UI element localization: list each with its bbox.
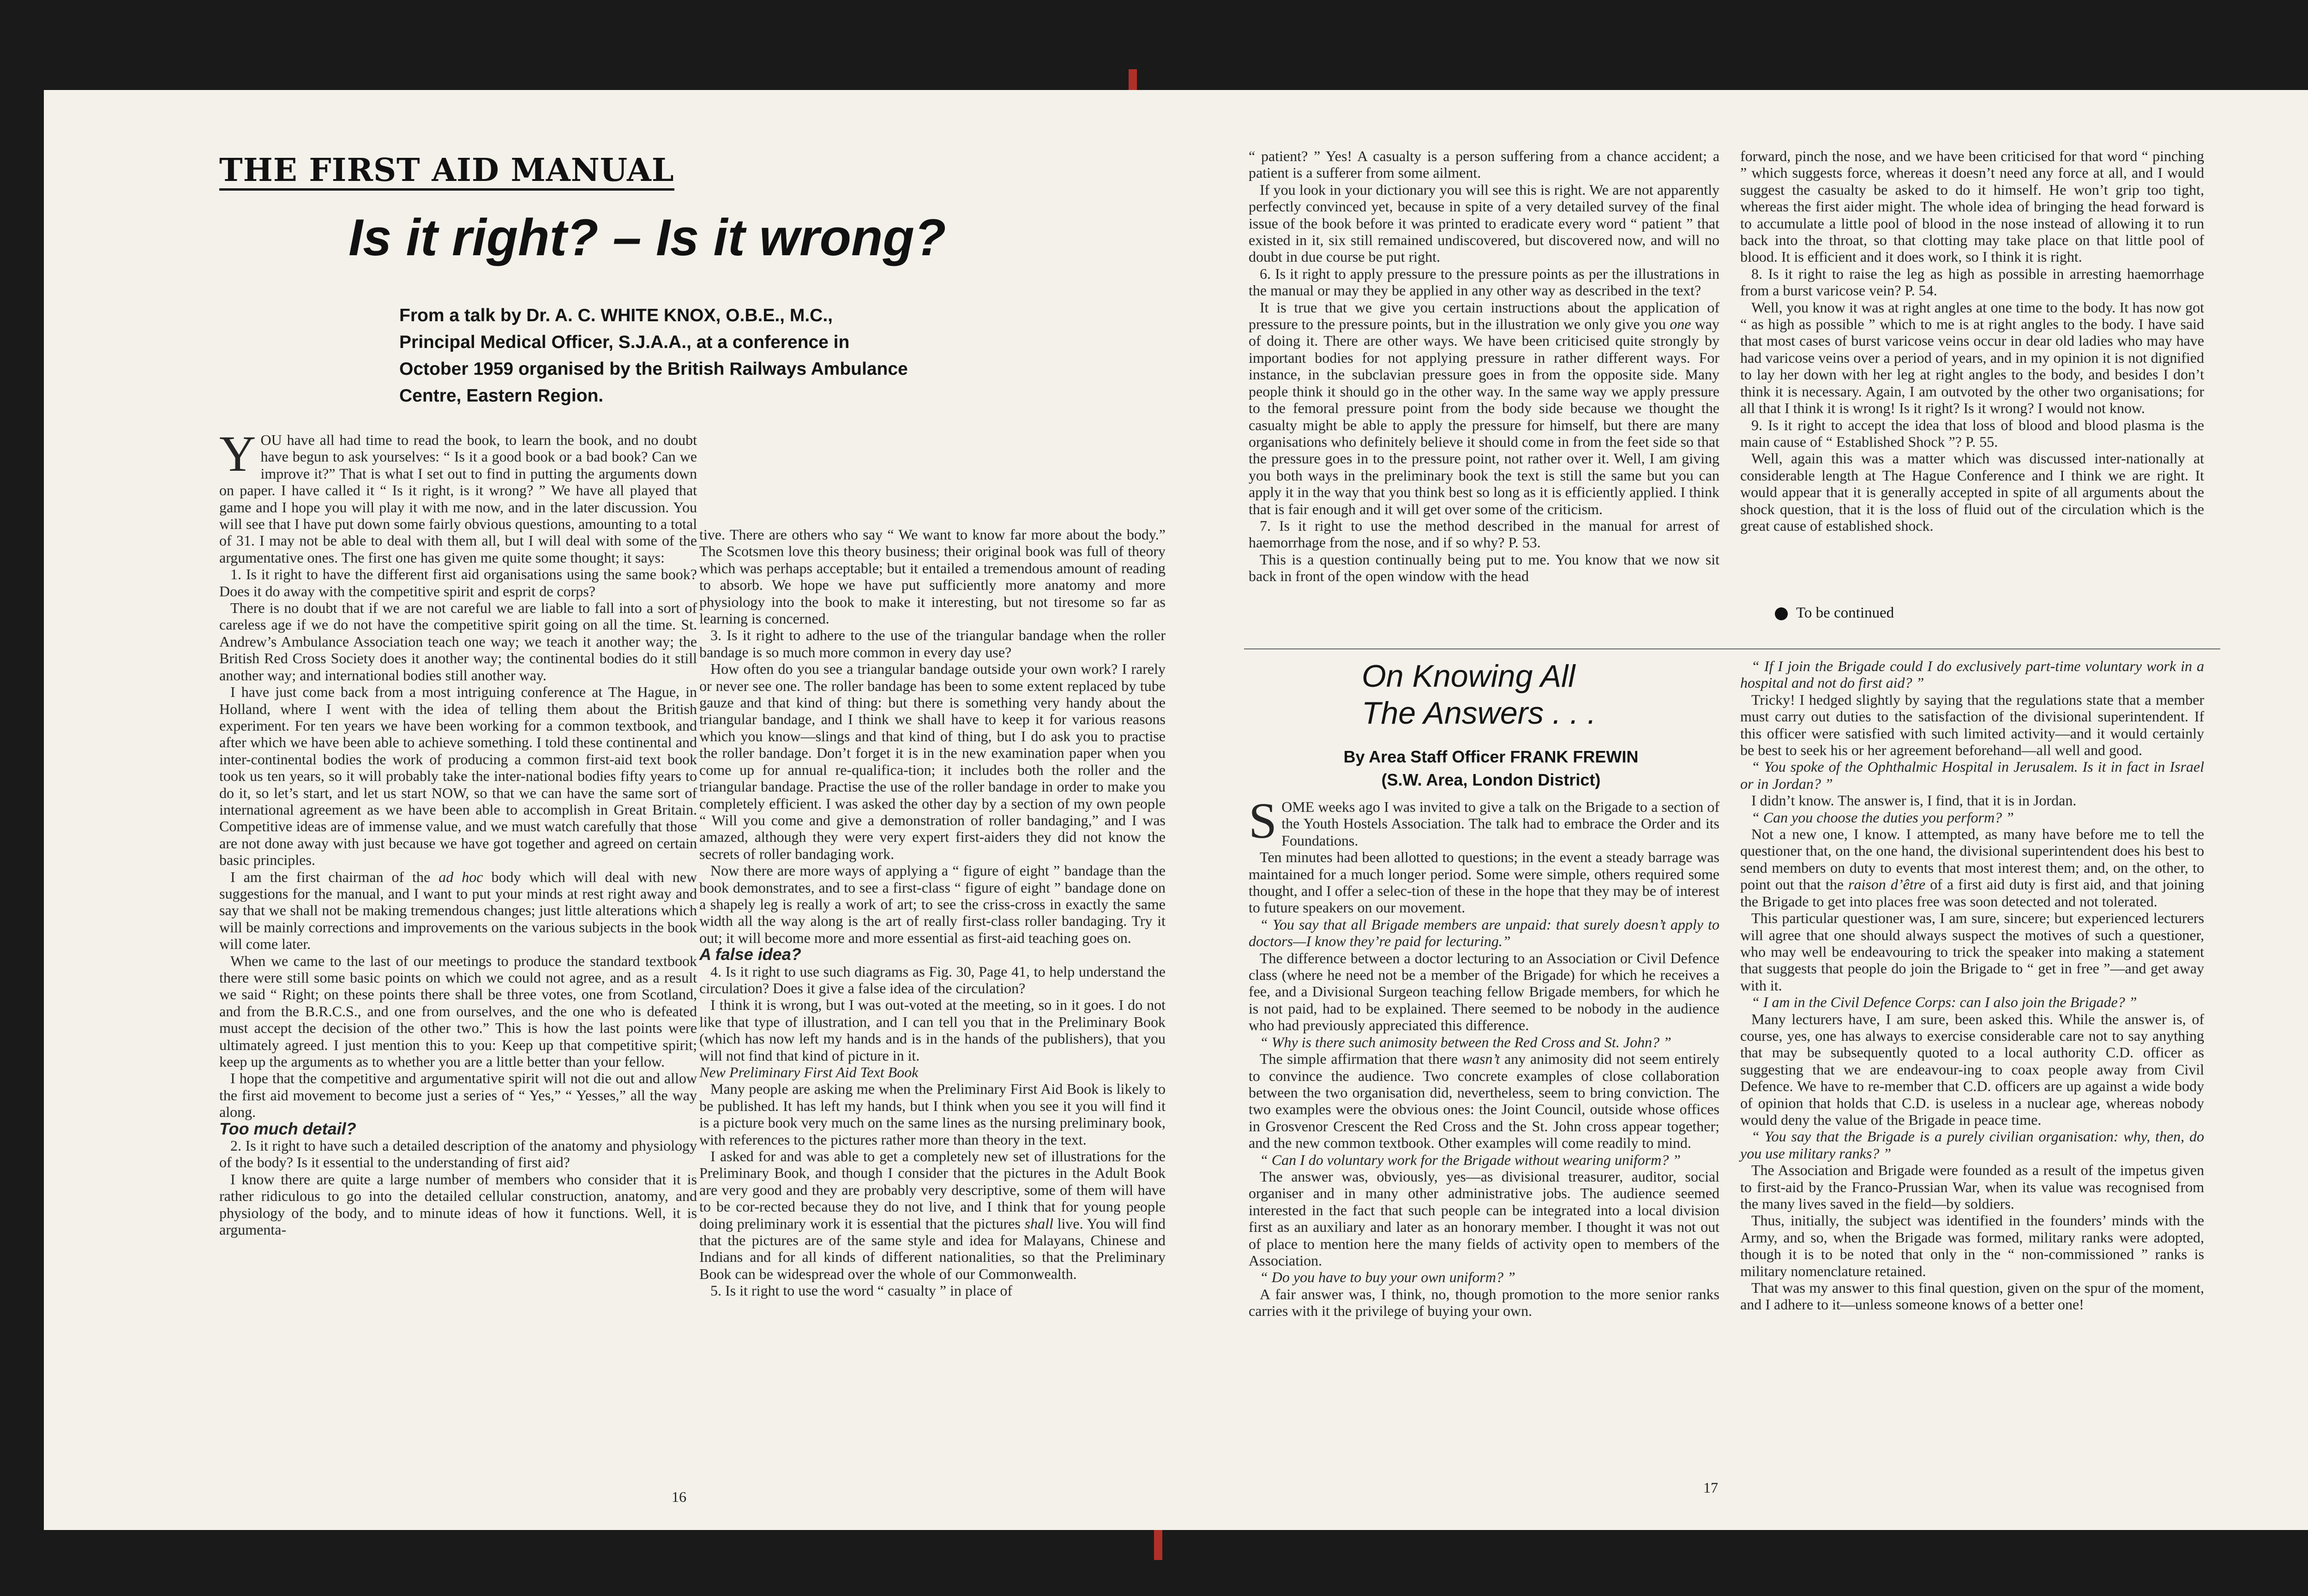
question: “ Can you choose the duties you perform? ” [1751, 809, 2014, 826]
paragraph: I am the first chairman of the ad hoc body which will deal with new suggestions for the manual, and I want to put your minds at rest right away and say that we shall not be making tremendous changes; just little alterations which will be mainly corrections and improvements on the various subjects in the book will come later. [219, 868, 697, 953]
ribbon-bookmark-bottom [1154, 1528, 1162, 1560]
paragraph: 9. Is it right to accept the idea that loss of blood and blood plasma is the main cause of “ Established Shock ”? P. 55. [1740, 416, 2204, 450]
paragraph: forward, pinch the nose, and we have been criticised for that word “ pinching ” which suggests force, whereas it doesn’t need any force at all, and I would suggest the casualty be asked to do it himself. He won’t grip too tight, whereas the first aider might. The whole idea of bringing the head forward is to accumulate a little pool of blood in the nose instead of allowing it to run back into the throat, so that clotting may take place on that little pool of blood. It is efficient and it does work, so I think it is right. [1740, 148, 2204, 265]
section-heading: Too much detail? [219, 1119, 356, 1138]
ribbon-bookmark-top [1129, 69, 1137, 92]
question: “ You say that the Brigade is a purely civilian organisation: why, then, do you use military ranks? ” [1740, 1128, 2204, 1162]
question: “ Do you have to buy your own uniform? ” [1260, 1269, 1515, 1286]
question: “ You spoke of the Ophthalmic Hospital in Jerusalem. Is it in fact in Israel or in Jordan? ” [1740, 758, 2204, 792]
paragraph: Now there are more ways of applying a “ figure of eight ” bandage than the book demonstrates, and to see a first-class “ figure of eight ” bandage done on a shapely leg is really a work of art; to see the criss-cross in exactly the same width all the way along is the art of really first-class roller bandaging. Try it out; it will become more and more essential as first-aid teaching goes on. [699, 862, 1166, 946]
paragraph: How often do you see a triangular bandage outside your own work? I rarely or never see one. The roller bandage has been to some extent replaced by tube gauze and that kind of thing: but there is something very handy about the triangular bandage, and I think we shall have to keep it for various reasons which you know—slings and that kind of thing, but I do ask you to practise the roller bandage. Don’t forget it is in the new examination paper when you come up for annual re-qualifica-tion; it includes both the roller and the triangular bandage. Practise the use of the roller bandage in order to make you completely efficient. I was asked the other day by a section of my own people “ Will you come and give a demonstration of roller bandaging,” and I was amazed, although they were very expert first-aiders they did not know the secrets of roller bandaging work. [699, 660, 1166, 862]
paragraph: A fair answer was, I think, no, though promotion to the more senior ranks carries with it the privilege of buying your own. [1249, 1285, 1719, 1320]
right-page [1202, 90, 2308, 1530]
paragraph: Many lecturers have, I am sure, been asked this. While the answer is, of course, yes, one has always to exercise considerable care not to say anything that may be subsequently quoted to a local authority C.D. officer as suggesting that we are endeavour-ing to coax people away from Civil Defence. We have to re-member that C.D. officers are up against a wide body of opinion that holds that C.D. is useless in a nuclear age, whereas nobody would deny the value of the Brigade in peace time. [1740, 1010, 2204, 1128]
page-number: 16 [672, 1488, 686, 1505]
paragraph: Ten minutes had been allotted to questions; in the event a steady barrage was maintained for a much longer period. Some were simple, others required some thought, and I offer a selec-tion of these in the hope that they may be of interest to future speakers on our movement. [1249, 849, 1719, 916]
article-byline [399, 302, 1027, 409]
article2-byline [1272, 745, 1710, 792]
kicker-heading: THE FIRST AID MANUAL [219, 152, 674, 191]
paragraph: 4. Is it right to use such diagrams as Fig. 30, Page 41, to help understand the circulation? Does it give a false idea of the circulation? [699, 963, 1166, 996]
column-c [1249, 792, 1720, 1320]
column-d [1740, 658, 2204, 1313]
continued-label: To be continued [1796, 605, 1894, 621]
paragraph: tive. There are others who say “ We want to know far more about the body.” The Scotsmen love this theory business; their original book was full of theory which was perhaps acceptable; but it entailed a tremendous amount of reading to absorb. We hope we have put sufficiently more anatomy and more physiology into the book to make it interesting, but not tiresome so far as learning is concerned. [699, 526, 1166, 627]
paragraph: When we came to the last of our meetings to produce the standard textbook there were still some basic points on which we could not agree, and as a result we said “ Right; on these points there shall be three votes, one from Scotland, and from the B.R.C.S., and one from ourselves, and the one who is defeated must accept the decision of the other two.” This is how the last points were ultimately agreed. I just mention this to you: Keep up that competitive spirit; keep up the arguments as to whether you are a little better than your fellow. [219, 952, 697, 1070]
drop-cap: S [1249, 792, 1277, 849]
byline-line: Centre, Eastern Region. [399, 386, 604, 406]
paragraph: The difference between a doctor lecturing to an Association or Civil Defence class (where he need not be a member of the Brigade) for which he receives a fee, and a Divisional Surgeon teaching fellow Brigade members, for which he is not paid, had to be explained. There seemed to be nobody in the audience who had previously appreciated this difference. [1249, 949, 1719, 1034]
to-be-continued [1775, 605, 1894, 622]
paragraph: That was my answer to this final question, given on the spur of the moment, and I adhere to it—unless someone knows of a better one! [1740, 1279, 2204, 1313]
paragraph: OU have all had time to read the book, to learn the book, and no doubt have begun to ask yourselves: “ Is it a good book or a bad book? Can we improve it?” That is what I set out to find in putting the arguments down on paper. I have called it “ Is it right, is it wrong? ” We have all played that game and I hope you will play it with me now, and in the later discussion. You will see that I have put down some fairly obvious questions, amounting to a total of 31. I may not be able to deal with them all, but I will deal with some of the argumentative ones. The first one has given me quite some thought; it says: [219, 432, 697, 566]
paragraph: 2. Is it right to have such a detailed description of the anatomy and physiology of the body? Is it essential to the understanding of first aid? [219, 1137, 697, 1171]
paragraph: If you look in your dictionary you will see this is right. We are not apparently perfectly convinced yet, because in spite of a very detailed survey of the final issue of the book before it was printed to eradicate every word “ patient ” that existed in it, six still remained undiscovered, but discovered now, and will no doubt in due course be put right. [1249, 181, 1719, 265]
question: “ Can I do voluntary work for the Brigade without wearing uniform? ” [1260, 1151, 1681, 1168]
paragraph: This particular questioner was, I am sure, sincere; but experienced lecturers will agree that one should always suspect the motives of such a questioner, who may well be endeavouring to trick the speaker into making a statement that suggests that people do join the Brigade to “ get in free ”—and get away with it. [1740, 910, 2204, 994]
sub-heading: New Preliminary First Aid Text Book [699, 1064, 919, 1080]
column-1 [219, 426, 697, 1238]
paragraph: I didn’t know. The answer is, I find, that it is in Jordan. [1751, 792, 2077, 809]
title-line: On Knowing All [1362, 659, 1575, 694]
column-b [1740, 148, 2204, 534]
paragraph: Not a new one, I know. I attempted, as many have before me to tell the questioner that, on the one hand, the divisional superintendent does his best to send members on duty to events that most interest them; and, on the other, to point out that the raison d’être of a first aid duty is first aid, and that joining the Brigade to get into places free was soon detected and not tolerated. [1740, 826, 2204, 910]
paragraph: This is a question continually being put to me. You know that we now sit back in front of the open window with the head [1249, 551, 1719, 585]
column-a [1249, 148, 1719, 585]
question: “ I am in the Civil Defence Corps: can I also join the Brigade? ” [1751, 994, 2137, 1011]
paragraph: 1. Is it right to have the different first aid organisations using the same book? Does it do away with the competitive spirit and esprit de corps? [219, 566, 697, 600]
paragraph: “ patient? ” Yes! A casualty is a person suffering from a chance accident; a patient is a sufferer from some ailment. [1249, 148, 1719, 181]
paragraph: 5. Is it right to use the word “ casualty ” in place of [710, 1282, 1013, 1299]
paragraph: I hope that the competitive and argumentative spirit will not die out and allow the first aid movement to become just a series of “ Yes,” “ Yesses,” all the way along. [219, 1070, 697, 1121]
paragraph: OME weeks ago I was invited to give a talk on the Brigade to a section of the Youth Hostels Association. The talk had to embrace the Order and its Foundations. [1281, 798, 1719, 849]
paragraph: Thus, initially, the subject was identified in the founders’ minds with the Army, and so, when the Brigade was formed, military ranks were adopted, though it is to be noted that only in the “ non-commissioned ” ranks is military nomenclature retained. [1740, 1212, 2204, 1279]
paragraph: The simple affirmation that there wasn’t any animosity did not seem entirely to convince the audience. Two concrete examples of close collaboration between the two organisation did, nevertheless, seem to bring conviction. The two examples were the obvious ones: the Joint Council, outside whose offices in Grosvenor Crescent the Red Cross and the St. John cross appear together; and the new common textbook. Other examples will come readily to mind. [1249, 1050, 1720, 1152]
paragraph: 3. Is it right to adhere to the use of the triangular bandage when the roller bandage is so much more common in every day use? [699, 627, 1166, 660]
paragraph: I asked for and was able to get a completely new set of illustrations for the Preliminary Book, and though I consider that the pictures in the Adult Book are very good and they are probably very descriptive, some of them will have to be cor-rected because they do not live, and I think that for young people doing preliminary work it is essential that the pictures shall live. You will find that the pictures are of the same style and idea for Malayans, Chinese and Indians and for all kinds of different nationalities, so that the Preliminary Book can be widespread over the whole of our Commonwealth. [699, 1148, 1166, 1282]
byline-line: Principal Medical Officer, S.J.A.A., at a conference in [399, 332, 850, 352]
paragraph: Tricky! I hedged slightly by saying that the regulations state that a member must carry out duties to the satisfaction of the divisional superintendent. If this officer were satisfied with such limited activity—and it would certainly be best to seek his or her agreement beforehand—all well and good. [1740, 691, 2204, 759]
drop-cap: Y [219, 426, 256, 482]
bullet-icon [1775, 607, 1788, 620]
column-2 [699, 526, 1166, 1299]
byline-line: (S.W. Area, London District) [1381, 770, 1601, 789]
byline-line: From a talk by Dr. A. C. WHITE KNOX, O.B.E., M.C., [399, 306, 833, 325]
section-heading: A false idea? [699, 945, 801, 964]
article-divider [1244, 648, 2220, 649]
paragraph: 7. Is it right to use the method described in the manual for arrest of haemorrhage from the nose, and if so why? P. 53. [1249, 517, 1719, 551]
paragraph: Well, you know it was at right angles at one time to the body. It has now got “ as high as possible ” which to me is at right angles to the body. I have said that most cases of burst varicose veins occur in dear old ladies who may have had varicose veins over a period of years, and in my opinion it is not dignified to lay her down with her leg at right angles to the body, and besides I don’t think it is necessary. Again, I am outvoted by the other two organisations; for all that I think it is wrong! Is it right? Is it wrong? I would not know. [1740, 299, 2204, 417]
paragraph: The Association and Brigade were founded as a result of the impetus given to first-aid by the Franco-Prussian War, when its value was recognised from the many lives saved in the field—by soldiers. [1740, 1162, 2204, 1212]
left-page [44, 90, 1202, 1530]
paragraph: I think it is wrong, but I was out-voted at the meeting, so in it goes. I do not like that type of illustration, and I can tell you that in the Preliminary Book (which has now left my hands and is in the hands of the publishers), that you will not find that kind of picture in it. [699, 996, 1166, 1064]
paragraph: There is no doubt that if we are not careful we are liable to fall into a sort of careless age if we do not have the competitive spirit going on all the time. St. Andrew’s Ambulance Association teach one way; we teach it another way; the British Red Cross Society does it another way; the continental bodies do it still another way; and international bodies still another way. [219, 600, 697, 684]
question: “ If I join the Brigade could I do exclusively part-time voluntary work in a hospital and not do first aid? ” [1740, 658, 2204, 691]
paragraph: I know there are quite a large number of members who consider that it is rather ridiculous to go into the detailed cellular construction, anatomy, and physiology of the body, and to minute ideas of how it functions. Well, it is argumenta- [219, 1170, 697, 1238]
paragraph: Well, again this was a matter which was discussed inter-nationally at considerable length at The Hague Conference and I think we are right. It would appear that it is generally accepted in spite of all arguments about the shock question, that it is the loss of fluid out of the circulation which is the great cause of established shock. [1740, 450, 2204, 534]
question: “ Why is there such animosity between the Red Cross and St. John? ” [1260, 1033, 1671, 1050]
paragraph: I have just come back from a most intriguing conference at The Hague, in Holland, where I went with the idea of telling them about the British experiment. For ten years we have been working for a common textbook, and after which we have been able to achieve something. I told these continental and inter-continental bodies the work of producing a common first-aid text book took us ten years, so it will probably take the inter-national bodies fifty years to do it, so let’s start, and let us start NOW, so that we can have the same sort of international agreement as we have been able to accomplish in Great Britain. Competitive ideas are of immense value, and we must watch carefully that those are not done away with just because we have got together and agreed on certain basic principles. [219, 684, 697, 869]
paragraph: 6. Is it right to apply pressure to the pressure points as per the illustrations in the manual or may they be applied in any other way as described in the text? [1249, 265, 1719, 299]
question: “ You say that all Brigade members are unpaid: that surely doesn’t apply to doctors—I know they’re paid for lecturing.” [1249, 916, 1719, 950]
paragraph: Many people are asking me when the Preliminary First Aid Book is likely to be published. It has left my hands, but I think when you see it you will find it is a picture book very much on the same lines as the nursing preliminary book, with references to the pictures rather more than theory in the text. [699, 1080, 1166, 1148]
title-line: The Answers . . . [1362, 696, 1596, 731]
byline-line: October 1959 organised by the British Railways Ambulance [399, 359, 908, 379]
paragraph: It is true that we give you certain instructions about the application of pressure to the pressure points, but in the illustration we only give you one way of doing it. There are other ways. We have been criticised quite strongly by important bodies for not applying pressure in rather different ways. For instance, in the subclavian pressure goes in from the opposite side. Many people think it should go in the other way. In the same way we apply pressure to the femoral pressure point from the body side because we thought the casualty might be able to apply the pressure for himself, but there are many organisations who definitely believe it should come in from the feet side so that the pressure goes in to the pressure point, not rather over it. Well, I am giving you both ways in the preliminary book the text is still the same but you can apply it in the way that you think best so long as it is efficiently applied. I think that is fair enough and it will get over some of the criticism. [1249, 299, 1720, 517]
article-title: Is it right? – Is it wrong? [349, 209, 946, 266]
byline-line: By Area Staff Officer FRANK FREWIN [1343, 747, 1639, 766]
page-number: 17 [1703, 1479, 1718, 1496]
paragraph: The answer was, obviously, yes—as divisional treasurer, auditor, social organiser and in many other administrative jobs. The audience seemed interested in the fact that such people can be integrated into a local division first as an auxiliary and later as an honorary member. I thought it was not out of place to mention here the many fields of activity open to members of the Association. [1249, 1168, 1719, 1269]
article2-title [1362, 658, 1596, 732]
paragraph: 8. Is it right to raise the leg as high as possible in arresting haemorrhage from a burst varicose vein? P. 54. [1740, 265, 2204, 299]
